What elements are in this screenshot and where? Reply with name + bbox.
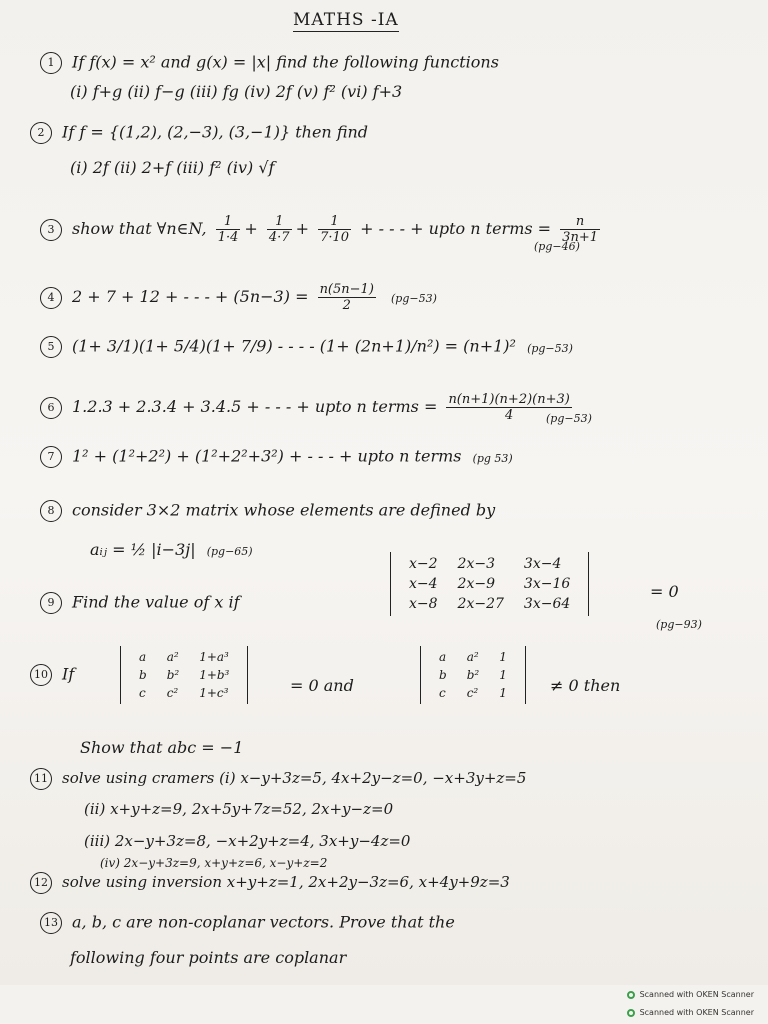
not-zero-then: ≠ 0 then xyxy=(550,676,621,695)
question-3: 3 show that ∀n∈N, $\frac{1}{1\cdot 4}$ + $\frac{1}{4\cdot 7}$ + $\frac{1}{7\cdot 10}$ + - - - + upto n terms = $\frac{n}{3n+1}$ xyxy=(40,214,604,245)
page-ref: (pg−65) xyxy=(206,545,253,558)
question-text: (1+ 3/1)(1+ 5/4)(1+ 7/9) - - - - (1+ (2n+1)/n²) = (n+1)² xyxy=(72,336,516,356)
det-cell: 3x−16 xyxy=(523,576,571,592)
det-cell: c² xyxy=(466,686,479,700)
scanner-watermark: Scanned with OKEN Scanner xyxy=(627,1008,754,1017)
question-11 xyxy=(30,768,526,790)
question-1 xyxy=(40,52,499,74)
question-text: If f = {(1,2), (2,−3), (3,−1)} then find xyxy=(62,122,369,142)
question-13 xyxy=(40,912,455,934)
scanner-logo-icon xyxy=(627,991,635,999)
question-2-parts: (i) 2f (ii) 2+f (iii) f² (iv) √f xyxy=(70,158,275,177)
question-text: 2 + 7 + 12 + - - - + (5n−3) = xyxy=(72,287,309,306)
result-fraction: $\frac{n}{3n+1}$ xyxy=(562,214,598,245)
question-text: solve using inversion x+y+z=1, 2x+2y−3z=6, x+4y+9z=3 xyxy=(62,873,510,891)
question-2 xyxy=(30,122,368,144)
question-text: consider 3×2 matrix whose elements are defined by xyxy=(72,500,496,520)
det-cell: 1+b³ xyxy=(199,668,230,682)
question-10 xyxy=(30,664,74,686)
question-text: 1² + (1²+2²) + (1²+2²+3²) + - - - + upto n terms xyxy=(72,446,462,466)
question-9 xyxy=(40,592,239,614)
question-6 xyxy=(40,392,576,423)
page-ref: (pg−53) xyxy=(527,341,573,355)
det-cell: a² xyxy=(166,650,179,664)
question-number: 4 xyxy=(40,287,62,309)
question-7 xyxy=(40,446,513,468)
question-number: 7 xyxy=(40,446,62,468)
question-11-part-iv: (iv) 2x−y+3z=9, x+y+z=6, x−y+z=2 xyxy=(100,856,328,870)
question-text: a, b, c are non-coplanar vectors. Prove that the xyxy=(72,912,455,932)
question-text: show that ∀n∈N, xyxy=(72,219,207,238)
question-text: Find the value of x if xyxy=(72,592,240,612)
det-cell: 3x−4 xyxy=(523,556,562,572)
question-text: If xyxy=(62,664,75,684)
question-number: 1 xyxy=(40,52,62,74)
question-10-claim: Show that abc = −1 xyxy=(80,738,244,757)
question-number: 12 xyxy=(30,872,52,894)
page-title: MATHS -IA xyxy=(293,10,399,30)
det-cell: x−8 xyxy=(409,596,438,612)
scanner-logo-icon xyxy=(627,1009,635,1017)
question-11-part-iii: (iii) 2x−y+3z=8, −x+2y+z=4, 3x+y−4z=0 xyxy=(84,832,411,850)
det-cell: 3x−64 xyxy=(523,596,571,612)
question-8-formula xyxy=(90,540,253,559)
result-fraction: $\frac{n(5n-1)}{2}$ xyxy=(319,282,374,313)
question-13-continued: following four points are coplanar xyxy=(70,948,347,967)
question-number: 8 xyxy=(40,500,62,522)
det-cell: 2x−9 xyxy=(457,576,495,592)
det-cell: a xyxy=(139,650,147,664)
det-cell: x−4 xyxy=(409,576,438,592)
det-cell: x−2 xyxy=(409,556,438,572)
det-cell: b² xyxy=(466,668,480,682)
question-4 xyxy=(40,282,437,313)
question-number: 11 xyxy=(30,768,52,790)
det-cell: 1 xyxy=(499,650,507,664)
determinant-q9 xyxy=(390,552,589,616)
det-cell: c xyxy=(139,686,146,700)
series-tail: + - - - + upto n terms = xyxy=(360,219,552,238)
question-text: 1.2.3 + 2.3.4 + 3.4.5 + - - - + upto n terms = xyxy=(72,397,438,416)
page-ref: (pg−46) xyxy=(534,240,580,253)
det-cell: 1+a³ xyxy=(199,650,229,664)
question-number: 10 xyxy=(30,664,52,686)
det-cell: c xyxy=(439,686,446,700)
det-cell: 1 xyxy=(499,668,507,682)
det-cell: b xyxy=(139,668,147,682)
determinant-q10-second xyxy=(420,646,526,704)
question-number: 9 xyxy=(40,592,62,614)
question-5 xyxy=(40,336,573,358)
question-number: 6 xyxy=(40,397,62,419)
det-cell: 1 xyxy=(499,686,507,700)
question-text: If f(x) = x² and g(x) = |x| find the following functions xyxy=(72,52,499,72)
question-8 xyxy=(40,500,495,522)
det-cell: a xyxy=(439,650,447,664)
question-number: 13 xyxy=(40,912,62,934)
result-fraction: $\frac{n(n+1)(n+2)(n+3)}{4}$ xyxy=(448,392,570,423)
fraction: $\frac{1}{4\cdot 7}$ xyxy=(268,214,290,245)
question-11-part-ii: (ii) x+y+z=9, 2x+5y+7z=52, 2x+y−z=0 xyxy=(84,800,394,818)
question-12 xyxy=(30,872,510,894)
det-cell: b² xyxy=(166,668,180,682)
page-ref: (pg−53) xyxy=(390,292,437,305)
question-1-parts: (i) f+g (ii) f−g (iii) fg (iv) 2f (v) f² (vi) f+3 xyxy=(70,82,403,101)
page-ref: (pg−93) xyxy=(656,618,702,631)
fraction: $\frac{1}{1\cdot 4}$ xyxy=(217,214,239,245)
scanner-watermark: Scanned with OKEN Scanner xyxy=(627,990,754,999)
det-cell: 2x−27 xyxy=(457,596,504,612)
question-number: 2 xyxy=(30,122,52,144)
determinant-q10-first xyxy=(120,646,248,704)
det-cell: c² xyxy=(166,686,179,700)
det-cell: 2x−3 xyxy=(457,556,495,572)
question-number: 3 xyxy=(40,219,62,241)
det-cell: 1+c³ xyxy=(199,686,229,700)
det-cell: a² xyxy=(466,650,479,664)
equals-zero: = 0 xyxy=(650,582,679,601)
page-ref: (pg−53) xyxy=(546,412,592,425)
question-text: solve using cramers (i) x−y+3z=5, 4x+2y−z=0, −x+3y+z=5 xyxy=(62,769,527,787)
question-number: 5 xyxy=(40,336,62,358)
formula-text: aᵢⱼ = ½ |i−3j| xyxy=(90,540,196,559)
fraction: $\frac{1}{7\cdot 10}$ xyxy=(320,214,350,245)
page-ref: (pg 53) xyxy=(472,451,513,465)
equals-zero-and: = 0 and xyxy=(290,676,354,695)
det-cell: b xyxy=(439,668,447,682)
